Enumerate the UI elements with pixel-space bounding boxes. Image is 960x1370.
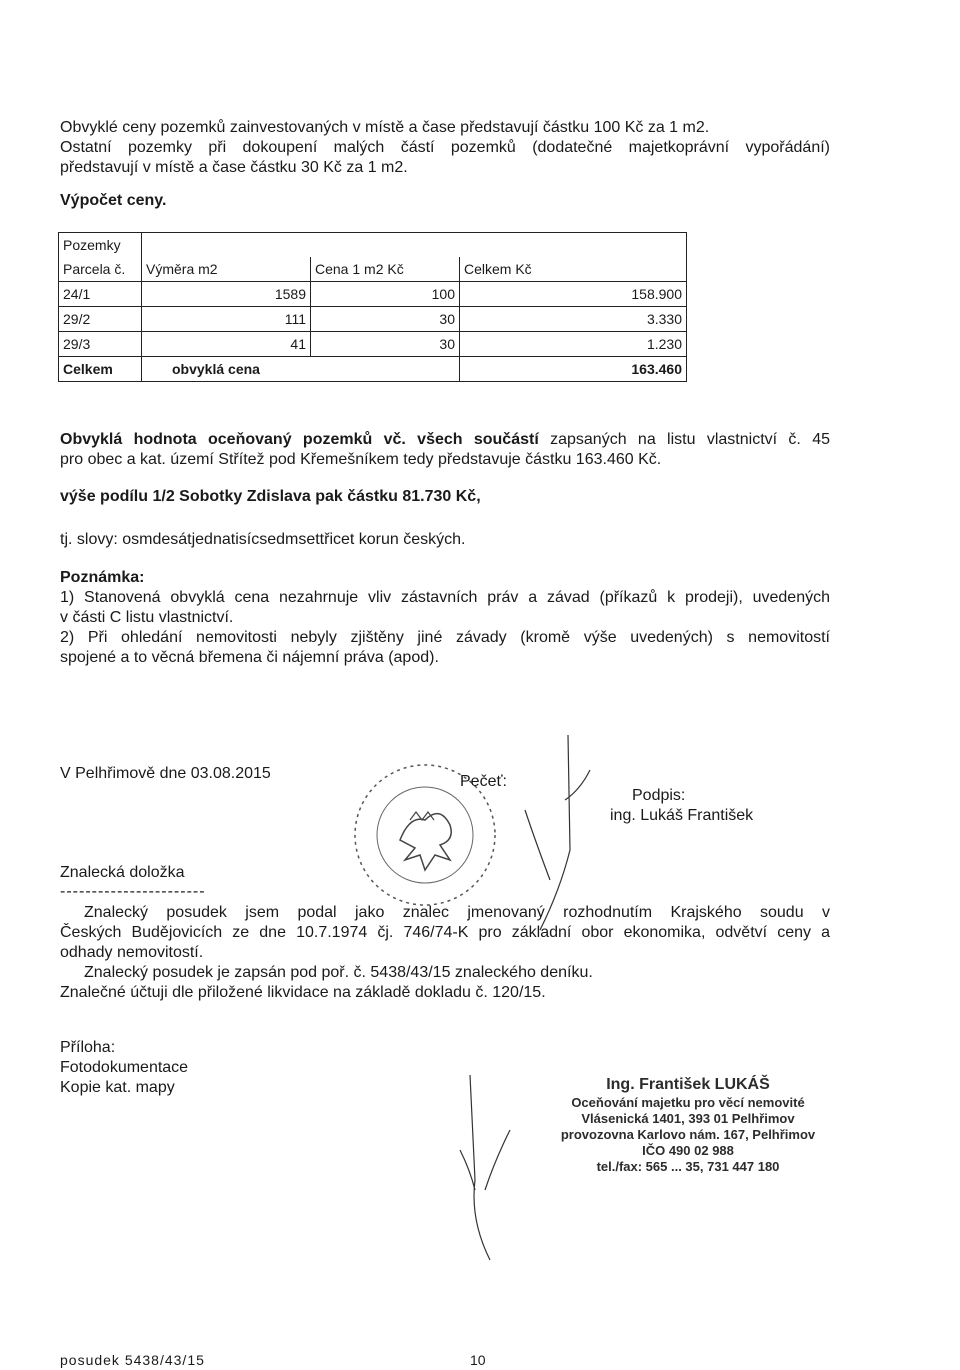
cell-unit-price: 30	[311, 332, 460, 357]
share-amount: výše podílu 1/2 Sobotky Zdislava pak částku 81.730 Kč,	[60, 488, 481, 505]
signer-name: ing. Lukáš František	[610, 807, 754, 824]
clause-heading: Znalecká doložka	[60, 864, 185, 881]
calculation-heading: Výpočet ceny.	[60, 192, 167, 209]
table-header-row	[59, 257, 687, 282]
signature-block	[610, 786, 753, 826]
summary-paragraph	[60, 430, 830, 470]
cell-parcel: 29/2	[59, 307, 142, 332]
notes-section	[60, 568, 830, 668]
cell-area: 1589	[142, 282, 311, 307]
table-caption: Pozemky	[59, 233, 142, 258]
clause-line: Znalecký posudek je zapsán pod poř. č. 5438/43/15 znaleckého deníku.	[84, 964, 593, 981]
stamp-line: Vlásenická 1401, 393 01 Pelhřimov	[581, 1111, 795, 1126]
appendix-heading: Příloha:	[60, 1039, 116, 1056]
table-row	[59, 332, 687, 357]
clause-line: odhady nemovitostí.	[60, 944, 204, 961]
total-label: Celkem	[59, 357, 142, 382]
stamp-line: tel./fax: 565 ... 35, 731 447 180	[596, 1159, 780, 1174]
cell-unit-price: 100	[311, 282, 460, 307]
note-line: 1) Stanovená obvyklá cena nezahrnuje vliv zástavních práv a závad (příkazů k prodeji), uvedených	[60, 589, 830, 606]
cell-parcel: 24/1	[59, 282, 142, 307]
appendix	[60, 1038, 188, 1098]
total-note: obvyklá cena	[142, 357, 460, 382]
clause-line: Českých Budějovicích ze dne 10.7.1974 čj. 746/74-K pro základní obor ekonomika, odvětví ceny a	[60, 924, 830, 941]
col-header: Parcela č.	[59, 257, 142, 282]
notes-heading: Poznámka:	[60, 569, 145, 586]
intro-line: Ostatní pozemky při dokoupení malých částí pozemků (dodatečné majetkoprávní vypořádání)	[60, 139, 830, 156]
table-total-row	[59, 357, 687, 382]
cell-area: 41	[142, 332, 311, 357]
appendix-item: Kopie kat. mapy	[60, 1079, 175, 1096]
stamp-name: Ing. František LUKÁŠ	[606, 1076, 770, 1093]
price-table	[58, 232, 687, 382]
col-header: Výměra m2	[142, 257, 311, 282]
stamp-line: Oceňování majetku pro věcí nemovité	[571, 1095, 805, 1110]
cell-total: 1.230	[460, 332, 687, 357]
page-number: 10	[470, 1352, 486, 1368]
note-line: 2) Při ohledání nemovitosti nebyly zjištěny jiné závady (kromě výše uvedených) s nemovitostí	[60, 629, 830, 646]
cell-total: 158.900	[460, 282, 687, 307]
summary-rest: zapsaných na listu vlastnictví č. 45	[538, 431, 830, 448]
cell-area: 111	[142, 307, 311, 332]
office-stamp	[538, 1075, 838, 1175]
footer-reference: posudek 5438/43/15	[60, 1352, 205, 1368]
signature-icon	[440, 1070, 530, 1270]
intro-paragraph	[60, 118, 830, 178]
intro-line: představují v místě a čase částku 30 Kč za 1 m2.	[60, 159, 408, 176]
total-value: 163.460	[460, 357, 687, 382]
signature-label: Podpis:	[632, 787, 686, 804]
clause-line: Znalecký posudek jsem podal jako znalec jmenovaný rozhodnutím Krajského soudu v	[84, 904, 830, 921]
cell-unit-price: 30	[311, 307, 460, 332]
table-row	[59, 307, 687, 332]
summary-bold: Obvyklá hodnota oceňovaný pozemků vč. všech součástí	[60, 431, 539, 448]
summary-line: pro obec a kat. území Střítež pod Křemešníkem tedy představuje částku 163.460 Kč.	[60, 451, 662, 468]
note-line: spojené a to věcná břemena či nájemní práva (apod).	[60, 649, 439, 666]
appendix-item: Fotodokumentace	[60, 1059, 189, 1076]
cell-total: 3.330	[460, 307, 687, 332]
note-line: v části C listu vlastnictví.	[60, 609, 234, 626]
stamp-line: IČO 490 02 988	[642, 1143, 734, 1158]
stamp-line: provozovna Karlovo nám. 167, Pelhřimov	[560, 1127, 816, 1142]
col-header: Celkem Kč	[460, 257, 687, 282]
col-header: Cena 1 m2 Kč	[311, 257, 460, 282]
clause-underline: -----------------------	[60, 883, 206, 900]
table-row	[59, 282, 687, 307]
clause-line: Znalečné účtuji dle přiložené likvidace na základě dokladu č. 120/15.	[60, 984, 546, 1001]
expert-clause	[60, 903, 830, 1003]
amount-in-words: tj. slovy: osmdesátjednatisícsedmsettřicet korun českých.	[60, 531, 466, 548]
cell-parcel: 29/3	[59, 332, 142, 357]
place-date: V Pelhřimově dne 03.08.2015	[60, 765, 271, 782]
intro-line: Obvyklé ceny pozemků zainvestovaných v místě a čase představují částku 100 Kč za 1 m2.	[60, 119, 710, 136]
seal-label: Pečeť:	[460, 773, 507, 790]
